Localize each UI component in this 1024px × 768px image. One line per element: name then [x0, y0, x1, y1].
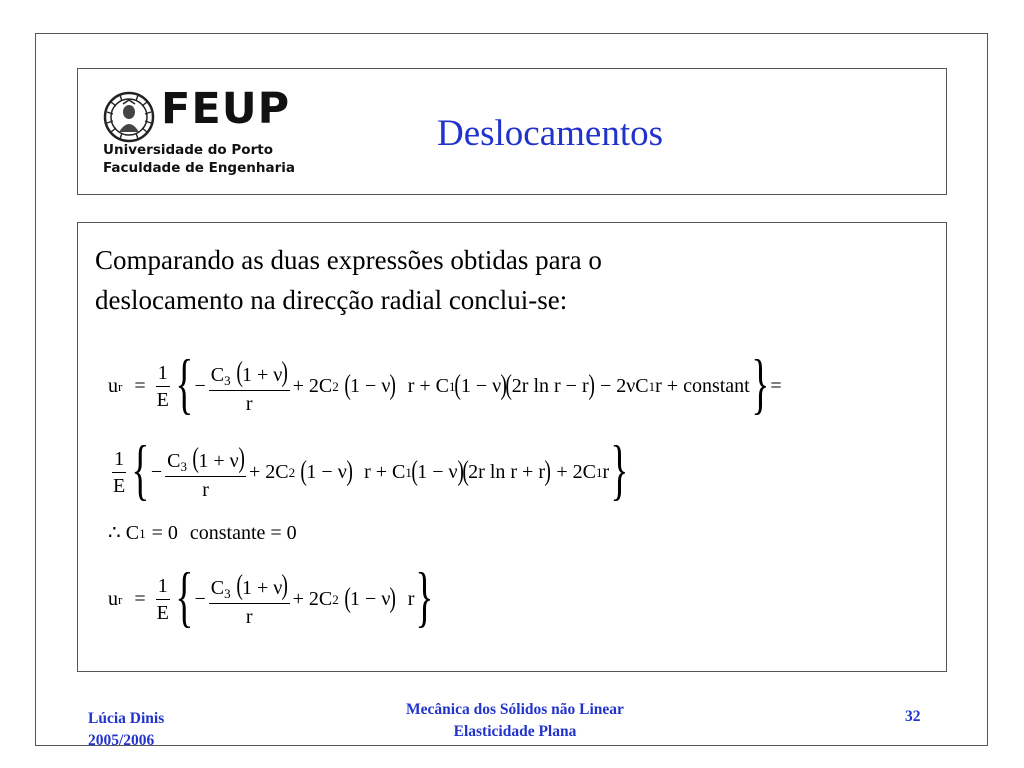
- left-brace: {: [175, 345, 194, 421]
- fraction-1-over-e: $\frac{1}{E}$: [156, 361, 169, 411]
- feup-logo: [103, 84, 303, 176]
- footer-topic: Elasticidade Plana: [453, 723, 577, 740]
- right-brace: }: [610, 431, 629, 507]
- footer-year: 2005/2006: [88, 732, 155, 749]
- fraction-1-over-e: $\frac{1}{E}$: [113, 447, 126, 497]
- left-brace: {: [131, 431, 150, 507]
- logo-wordmark: FEUP: [161, 84, 291, 134]
- left-brace: {: [175, 558, 194, 634]
- right-brace: }: [415, 558, 434, 634]
- intro-line-1: Comparando as duas expressões obtidas para o: [95, 245, 602, 275]
- fraction-c3: $\frac{C_3 (1 + \nu)}{r}$: [210, 356, 289, 415]
- intro-text: [95, 240, 935, 320]
- equation-4: u r = $\frac{1}{E}$ { − $\frac{C_3 (1 + \nu)}{r}$ + 2C 2 ( 1 − ν ) r }: [108, 558, 434, 634]
- footer-course: Mecânica dos Sólidos não Linear: [406, 701, 624, 718]
- logo-faculty-name: Faculdade de Engenharia: [103, 160, 295, 176]
- page-number: 32: [905, 708, 921, 725]
- university-seal-icon: [103, 90, 155, 144]
- equation-1: u r = $\frac{1}{E}$ { − $\frac{C_3 (1 + \nu)}{r}$ + 2C 2 ( 1 − ν ) r + C 1 ( 1 − ν ) ( 2r ln r − r ) − 2νC 1 r + constant } =: [108, 345, 782, 421]
- logo-university-name: Universidade do Porto: [103, 142, 273, 158]
- footer-course-block: [340, 699, 690, 743]
- fraction-c3: $\frac{C_3 (1 + \nu)}{r}$: [167, 442, 245, 501]
- right-brace: }: [751, 345, 770, 421]
- footer-author-block: [88, 708, 164, 752]
- slide-title: Deslocamentos: [436, 113, 664, 154]
- footer-author: Lúcia Dinis: [88, 710, 165, 727]
- fraction-c3: $\frac{C_3 (1 + \nu)}{r}$: [210, 569, 289, 628]
- equation-3: ∴ C 1 = 0 constante = 0: [108, 522, 297, 544]
- intro-line-2: deslocamento na direcção radial conclui-se:: [95, 285, 568, 315]
- fraction-1-over-e: $\frac{1}{E}$: [156, 574, 169, 624]
- equation-2: $\frac{1}{E}$ { − $\frac{C_3 (1 + \nu)}{r}$ + 2C 2 ( 1 − ν ) r + C 1 ( 1 − ν ) ( 2r ln r + r ) + 2C 1 r }: [113, 431, 629, 507]
